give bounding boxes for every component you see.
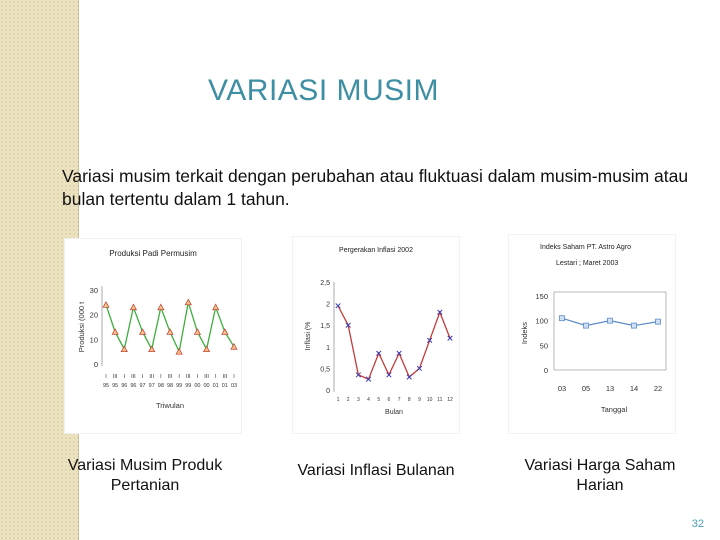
- x-tick-label: 03: [557, 384, 567, 393]
- y-axis-title: Indeks: [520, 321, 529, 345]
- x-tick-label-top: I: [105, 374, 107, 380]
- x-tick-label-top: I: [196, 374, 199, 380]
- y-tick-label: 1: [326, 344, 330, 352]
- caption-inflation: Variasi Inflasi Bulanan: [297, 462, 455, 479]
- slide-title: VARIASI MUSIM: [208, 74, 439, 107]
- x-tick-label-bottom: 98: [166, 383, 174, 389]
- x-tick-label: 05: [581, 384, 591, 393]
- x-axis-title: Bulan: [385, 409, 403, 416]
- x-tick-label-bottom: 00: [194, 383, 201, 389]
- page-number: 32: [691, 518, 704, 530]
- x-tick-label-bottom: 01: [221, 383, 228, 389]
- slide-body-text: Variasi musim terkait dengan perubahan atau fluktuasi dalam musim-musim atau bulan tertentu dalam 1 tahun.: [62, 166, 689, 209]
- y-tick-label: 1,5: [320, 323, 330, 331]
- y-tick-label: 30: [89, 286, 98, 295]
- y-axis-title: Inflasi (%: [305, 321, 312, 351]
- y-tick-label: 10: [89, 335, 98, 345]
- x-tick-label-bottom: 00: [203, 383, 210, 389]
- y-tick-label: 20: [89, 310, 98, 320]
- x-tick-label-top: I: [123, 374, 126, 380]
- x-tick-label-top: III: [222, 374, 228, 380]
- x-tick-label-top: III: [112, 374, 118, 380]
- chart-subtitle: Lestari ; Maret 2003: [556, 260, 619, 267]
- inflation-chart: [292, 236, 460, 434]
- x-tick-label-top: I: [214, 374, 217, 380]
- x-tick-label-bottom: 96: [130, 383, 137, 389]
- caption-agriculture: Variasi Musim Produk Pertanian: [67, 457, 223, 494]
- x-tick-label: 9: [418, 397, 421, 403]
- x-tick-label-bottom: 03: [230, 383, 238, 389]
- y-tick-label: 2,5: [320, 280, 330, 287]
- x-tick-label-bottom: 97: [139, 383, 146, 389]
- x-tick-label: 2: [346, 397, 350, 403]
- chart-title: Indeks Saham PT. Astro Agro: [540, 244, 632, 251]
- x-tick-label-top: III: [167, 374, 173, 380]
- data-point-marker: [560, 316, 565, 321]
- x-tick-label: 4: [367, 397, 370, 403]
- x-tick-label-top: III: [149, 374, 155, 380]
- x-tick-label: 3: [356, 397, 360, 403]
- data-point-marker: [632, 323, 637, 328]
- x-tick-label-bottom: 97: [148, 383, 155, 389]
- x-tick-label-top: I: [178, 374, 180, 380]
- y-tick-label: 0,5: [320, 366, 330, 374]
- x-tick-label: 7: [397, 397, 401, 403]
- rice-production-chart: [64, 238, 242, 434]
- x-tick-label-bottom: 01: [212, 383, 219, 389]
- y-axis-title: Produksi (000 t: [77, 301, 86, 353]
- x-tick-label: 11: [437, 397, 443, 403]
- data-point-marker: [656, 319, 661, 324]
- x-tick-label-top: I: [233, 374, 235, 380]
- y-tick-label: 100: [535, 316, 548, 326]
- x-tick-label: 12: [447, 397, 453, 403]
- y-tick-label: 0: [543, 366, 548, 375]
- x-tick-label: 10: [426, 397, 433, 403]
- x-tick-label-top: III: [204, 374, 209, 380]
- x-tick-label: 13: [605, 384, 615, 393]
- x-tick-label-top: III: [185, 374, 191, 380]
- x-tick-label: 5: [377, 397, 381, 403]
- y-tick-label: 0: [326, 388, 330, 395]
- chart-background: [292, 236, 460, 434]
- chart-panel-stock-index: [508, 234, 676, 434]
- y-tick-label: 2: [326, 301, 330, 309]
- y-tick-label: 0: [93, 360, 98, 369]
- y-tick-label: 50: [539, 341, 548, 351]
- x-tick-label: 6: [387, 397, 391, 403]
- x-tick-label-top: I: [141, 374, 144, 380]
- x-tick-label-bottom: 95: [102, 383, 110, 389]
- x-tick-label-bottom: 98: [157, 383, 164, 389]
- caption-stock: Variasi Harga Saham Harian: [524, 457, 676, 494]
- y-tick-label: 150: [535, 292, 548, 301]
- data-point-marker: [584, 323, 589, 328]
- chart-panel-rice-production: [64, 238, 242, 434]
- chart-panel-inflation: [292, 236, 460, 434]
- x-tick-label-bottom: 99: [176, 383, 183, 389]
- x-tick-label: 22: [653, 384, 663, 393]
- chart-title: Produksi Padi Permusim: [109, 249, 197, 258]
- x-axis-title: Triwulan: [155, 401, 185, 410]
- x-tick-label-bottom: 95: [112, 383, 119, 389]
- x-tick-label-bottom: 96: [121, 383, 128, 389]
- x-tick-label-top: III: [131, 374, 136, 380]
- x-tick-label: 1: [336, 397, 340, 403]
- x-tick-label: 8: [407, 397, 411, 403]
- x-axis-title: Tanggal: [600, 405, 628, 414]
- x-tick-label-top: I: [160, 374, 162, 380]
- x-tick-label: 14: [629, 384, 639, 393]
- x-tick-label-bottom: 99: [185, 383, 192, 389]
- stock-index-chart: [508, 234, 676, 434]
- data-point-marker: [608, 318, 613, 323]
- chart-title: Pergerakan Inflasi 2002: [339, 247, 413, 254]
